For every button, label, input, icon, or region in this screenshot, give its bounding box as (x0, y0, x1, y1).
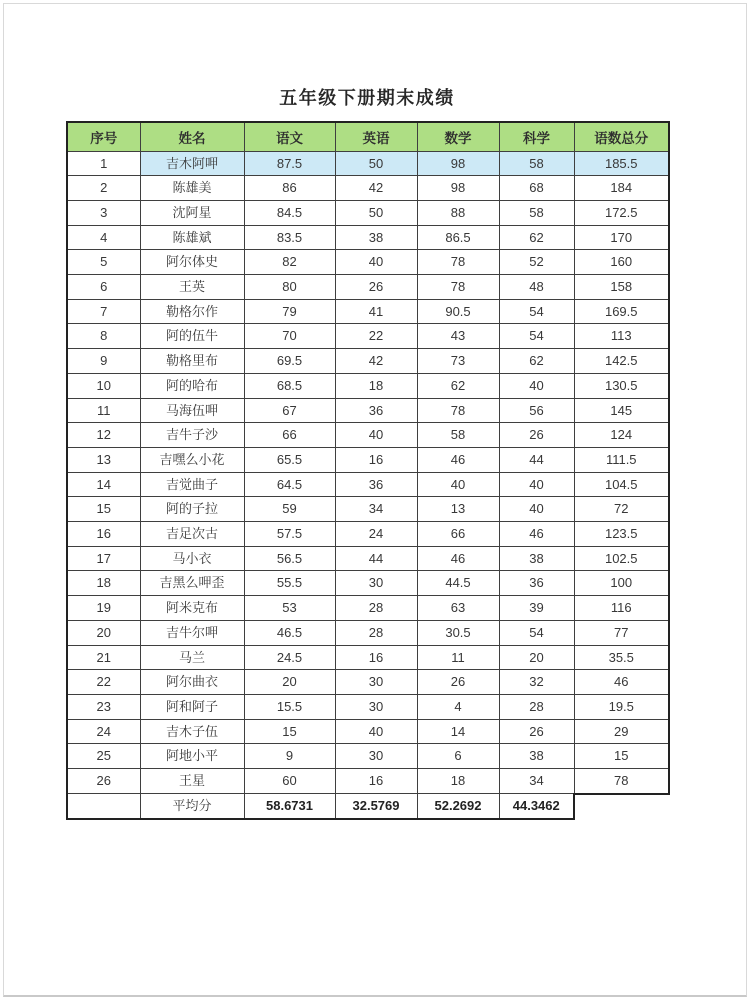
table-cell: 69.5 (244, 349, 335, 374)
table-cell: 26 (417, 670, 499, 695)
table-cell: 60 (244, 769, 335, 794)
table-cell: 15 (574, 744, 669, 769)
table-cell: 46 (574, 670, 669, 695)
table-cell: 58 (499, 200, 574, 225)
table-cell: 130.5 (574, 373, 669, 398)
table-row (67, 719, 669, 744)
table-cell: 40 (417, 472, 499, 497)
table-cell: 8 (67, 324, 140, 349)
table-cell: 66 (417, 522, 499, 547)
table-cell: 30.5 (417, 620, 499, 645)
table-cell: 87.5 (244, 151, 335, 176)
table-cell: 9 (67, 349, 140, 374)
table-cell: 44 (499, 447, 574, 472)
table-cell: 63 (417, 596, 499, 621)
table-cell: 46 (499, 522, 574, 547)
table-cell: 40 (335, 250, 417, 275)
table-cell: 79 (244, 299, 335, 324)
table-cell: 64.5 (244, 472, 335, 497)
table-cell: 17 (67, 546, 140, 571)
table-cell: 30 (335, 744, 417, 769)
table-cell: 70 (244, 324, 335, 349)
table-cell: 26 (499, 719, 574, 744)
table-cell: 38 (499, 546, 574, 571)
table-cell: 16 (335, 447, 417, 472)
table-cell: 82 (244, 250, 335, 275)
table-cell: 勒格里布 (140, 349, 244, 374)
table-cell: 陈雄斌 (140, 225, 244, 250)
table-row (67, 200, 669, 225)
table-cell: 54 (499, 620, 574, 645)
table-cell: 40 (335, 719, 417, 744)
table-cell: 50 (335, 200, 417, 225)
column-header-7: 语数总分 (574, 122, 669, 151)
average-value-cell (67, 794, 140, 819)
table-cell: 123.5 (574, 522, 669, 547)
table-cell: 24 (335, 522, 417, 547)
table-row (67, 694, 669, 719)
table-row (67, 275, 669, 300)
average-label-cell: 平均分 (140, 794, 244, 819)
table-cell: 42 (335, 176, 417, 201)
table-row (67, 645, 669, 670)
table-row (67, 497, 669, 522)
table-cell: 40 (335, 423, 417, 448)
table-cell: 38 (499, 744, 574, 769)
table-cell: 11 (67, 398, 140, 423)
column-header-3: 语文 (244, 122, 335, 151)
average-value-cell: 32.5769 (335, 794, 417, 819)
table-cell: 184 (574, 176, 669, 201)
table-row (67, 324, 669, 349)
table-cell: 王英 (140, 275, 244, 300)
table-cell: 23 (67, 694, 140, 719)
table-cell: 48 (499, 275, 574, 300)
table-cell: 阿米克布 (140, 596, 244, 621)
table-cell: 阿和阿子 (140, 694, 244, 719)
table-cell: 104.5 (574, 472, 669, 497)
table-cell: 36 (499, 571, 574, 596)
table-cell: 14 (417, 719, 499, 744)
score-table (66, 121, 670, 820)
table-row (67, 620, 669, 645)
table-cell: 53 (244, 596, 335, 621)
table-cell: 62 (417, 373, 499, 398)
table-cell: 10 (67, 373, 140, 398)
table-cell: 22 (335, 324, 417, 349)
column-header-1: 序号 (67, 122, 140, 151)
table-cell: 116 (574, 596, 669, 621)
table-cell: 100 (574, 571, 669, 596)
table-cell: 34 (335, 497, 417, 522)
table-cell: 36 (335, 398, 417, 423)
table-cell: 90.5 (417, 299, 499, 324)
table-cell: 67 (244, 398, 335, 423)
table-cell: 38 (335, 225, 417, 250)
table-cell: 44.5 (417, 571, 499, 596)
table-cell: 30 (335, 694, 417, 719)
table-cell: 28 (335, 620, 417, 645)
table-cell: 11 (417, 645, 499, 670)
table-cell: 170 (574, 225, 669, 250)
table-cell: 4 (417, 694, 499, 719)
table-cell: 52 (499, 250, 574, 275)
table-cell: 马小衣 (140, 546, 244, 571)
header-row (67, 122, 669, 151)
table-cell: 勒格尔作 (140, 299, 244, 324)
table-cell: 阿的子拉 (140, 497, 244, 522)
table-cell: 98 (417, 151, 499, 176)
table-cell: 3 (67, 200, 140, 225)
table-cell: 吉木阿呷 (140, 151, 244, 176)
table-cell: 吉觉曲子 (140, 472, 244, 497)
table-cell: 42 (335, 349, 417, 374)
table-cell: 19.5 (574, 694, 669, 719)
table-cell: 73 (417, 349, 499, 374)
table-cell: 16 (67, 522, 140, 547)
average-value-cell: 52.2692 (417, 794, 499, 819)
table-cell: 78 (417, 398, 499, 423)
table-row (67, 522, 669, 547)
table-cell: 吉足次古 (140, 522, 244, 547)
table-cell: 15 (67, 497, 140, 522)
column-header-2: 姓名 (140, 122, 244, 151)
table-row (67, 299, 669, 324)
table-cell: 吉黑么呷歪 (140, 571, 244, 596)
table-cell: 54 (499, 324, 574, 349)
table-cell: 26 (335, 275, 417, 300)
table-cell: 19 (67, 596, 140, 621)
table-cell: 55.5 (244, 571, 335, 596)
table-cell: 马海伍呷 (140, 398, 244, 423)
column-header-5: 数学 (417, 122, 499, 151)
table-cell: 78 (417, 250, 499, 275)
table-cell: 46.5 (244, 620, 335, 645)
table-cell: 吉木子伍 (140, 719, 244, 744)
table-cell: 15 (244, 719, 335, 744)
table-cell: 29 (574, 719, 669, 744)
table-cell: 142.5 (574, 349, 669, 374)
table-row (67, 423, 669, 448)
table-cell: 2 (67, 176, 140, 201)
table-cell: 46 (417, 546, 499, 571)
table-cell: 阿尔体史 (140, 250, 244, 275)
table-cell: 马兰 (140, 645, 244, 670)
table-cell: 124 (574, 423, 669, 448)
average-value-cell (574, 794, 669, 819)
table-cell: 78 (417, 275, 499, 300)
table-cell: 68.5 (244, 373, 335, 398)
table-row (67, 472, 669, 497)
table-cell: 78 (574, 769, 669, 794)
table-cell: 77 (574, 620, 669, 645)
table-cell: 62 (499, 349, 574, 374)
table-cell: 18 (335, 373, 417, 398)
table-cell: 15.5 (244, 694, 335, 719)
table-cell: 14 (67, 472, 140, 497)
table-row (67, 250, 669, 275)
table-cell: 13 (417, 497, 499, 522)
table-cell: 185.5 (574, 151, 669, 176)
table-cell: 1 (67, 151, 140, 176)
table-row (67, 398, 669, 423)
table-cell: 160 (574, 250, 669, 275)
table-cell: 58 (499, 151, 574, 176)
table-cell: 40 (499, 373, 574, 398)
table-cell: 16 (335, 769, 417, 794)
table-cell: 56.5 (244, 546, 335, 571)
page-title: 五年级下册期末成绩 (279, 88, 455, 108)
table-cell: 88 (417, 200, 499, 225)
table-cell: 5 (67, 250, 140, 275)
table-cell: 20 (244, 670, 335, 695)
table-cell: 阿的哈布 (140, 373, 244, 398)
table-row (67, 744, 669, 769)
table-cell: 58 (417, 423, 499, 448)
table-row (67, 571, 669, 596)
table-cell: 30 (335, 571, 417, 596)
table-cell: 13 (67, 447, 140, 472)
table-cell: 24.5 (244, 645, 335, 670)
table-row (67, 373, 669, 398)
table-cell: 172.5 (574, 200, 669, 225)
table-row (67, 151, 669, 176)
table-cell: 22 (67, 670, 140, 695)
table-cell: 35.5 (574, 645, 669, 670)
table-cell: 40 (499, 497, 574, 522)
table-cell: 32 (499, 670, 574, 695)
table-cell: 25 (67, 744, 140, 769)
table-cell: 20 (67, 620, 140, 645)
table-cell: 62 (499, 225, 574, 250)
table-cell: 43 (417, 324, 499, 349)
column-header-6: 科学 (499, 122, 574, 151)
table-cell: 46 (417, 447, 499, 472)
table-cell: 113 (574, 324, 669, 349)
table-row (67, 546, 669, 571)
table-cell: 145 (574, 398, 669, 423)
table-cell: 40 (499, 472, 574, 497)
table-cell: 57.5 (244, 522, 335, 547)
table-cell: 陈雄美 (140, 176, 244, 201)
table-cell: 28 (499, 694, 574, 719)
table-cell: 21 (67, 645, 140, 670)
table-cell: 26 (499, 423, 574, 448)
table-cell: 158 (574, 275, 669, 300)
table-cell: 6 (417, 744, 499, 769)
table-row (67, 769, 669, 794)
table-cell: 阿的伍牛 (140, 324, 244, 349)
table-cell: 41 (335, 299, 417, 324)
average-value-cell: 44.3462 (499, 794, 574, 819)
table-cell: 吉牛子沙 (140, 423, 244, 448)
table-cell: 18 (67, 571, 140, 596)
table-row (67, 596, 669, 621)
table-cell: 阿尔曲衣 (140, 670, 244, 695)
table-cell: 65.5 (244, 447, 335, 472)
table-cell: 50 (335, 151, 417, 176)
table-cell: 吉牛尔呷 (140, 620, 244, 645)
table-cell: 169.5 (574, 299, 669, 324)
average-value-cell: 58.6731 (244, 794, 335, 819)
table-cell: 16 (335, 645, 417, 670)
table-cell: 34 (499, 769, 574, 794)
table-cell: 72 (574, 497, 669, 522)
table-cell: 吉嘿么小花 (140, 447, 244, 472)
table-cell: 30 (335, 670, 417, 695)
table-cell: 18 (417, 769, 499, 794)
table-row (67, 670, 669, 695)
table-cell: 阿地小平 (140, 744, 244, 769)
table-cell: 36 (335, 472, 417, 497)
table-cell: 28 (335, 596, 417, 621)
table-cell: 80 (244, 275, 335, 300)
table-cell: 56 (499, 398, 574, 423)
table-cell: 54 (499, 299, 574, 324)
column-header-4: 英语 (335, 122, 417, 151)
table-cell: 86 (244, 176, 335, 201)
table-cell: 66 (244, 423, 335, 448)
table-cell: 王星 (140, 769, 244, 794)
average-row (67, 794, 669, 819)
table-cell: 83.5 (244, 225, 335, 250)
table-cell: 111.5 (574, 447, 669, 472)
table-cell: 24 (67, 719, 140, 744)
table-cell: 44 (335, 546, 417, 571)
table-cell: 84.5 (244, 200, 335, 225)
table-cell: 9 (244, 744, 335, 769)
table-row (67, 176, 669, 201)
table-cell: 6 (67, 275, 140, 300)
table-cell: 沈阿星 (140, 200, 244, 225)
table-cell: 20 (499, 645, 574, 670)
table-cell: 7 (67, 299, 140, 324)
table-row (67, 349, 669, 374)
table-cell: 26 (67, 769, 140, 794)
table-cell: 12 (67, 423, 140, 448)
table-cell: 98 (417, 176, 499, 201)
table-cell: 86.5 (417, 225, 499, 250)
table-row (67, 447, 669, 472)
table-cell: 68 (499, 176, 574, 201)
table-cell: 4 (67, 225, 140, 250)
table-cell: 39 (499, 596, 574, 621)
table-row (67, 225, 669, 250)
table-cell: 59 (244, 497, 335, 522)
table-cell: 102.5 (574, 546, 669, 571)
